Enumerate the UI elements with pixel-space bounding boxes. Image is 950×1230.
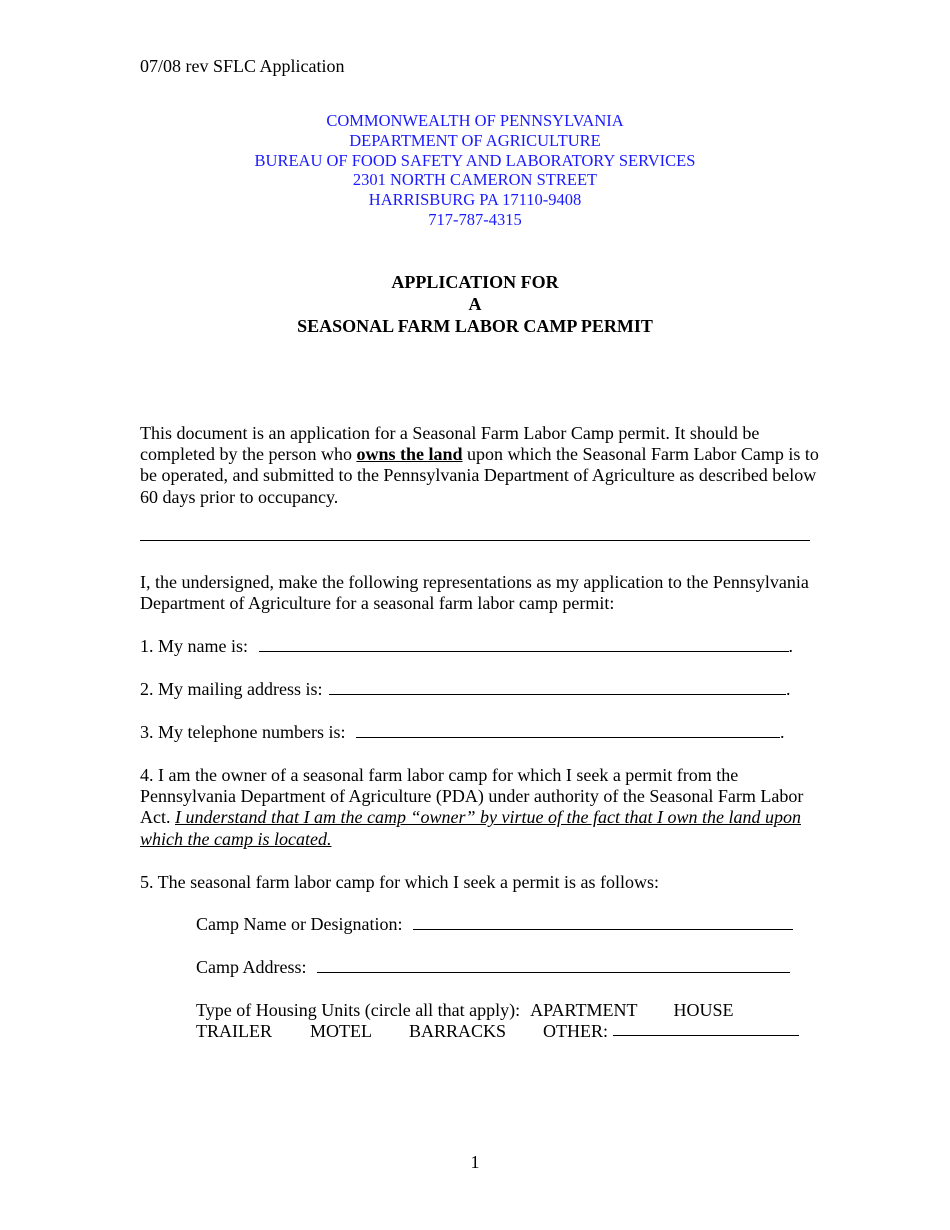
- agency-line-bureau: BUREAU OF FOOD SAFETY AND LABORATORY SERVICES: [254, 150, 696, 170]
- title-line-1: APPLICATION FOR: [391, 272, 559, 292]
- housing-other-field[interactable]: [613, 1021, 799, 1036]
- mailing-address-period: .: [786, 679, 791, 699]
- camp-name-label: Camp Name or Designation:: [196, 914, 403, 934]
- agency-address-block: [0, 111, 950, 230]
- name-period: .: [788, 636, 793, 656]
- title-line-2: A: [468, 293, 482, 314]
- housing-option-trailer[interactable]: TRAILER: [196, 1021, 272, 1041]
- housing-type-item: [196, 1000, 799, 1042]
- housing-row-1: [196, 1000, 799, 1021]
- telephone-label: 3. My telephone numbers is:: [140, 722, 346, 742]
- title-line-3: SEASONAL FARM LABOR CAMP PERMIT: [297, 315, 653, 336]
- intro-emphasis: owns the land: [356, 444, 463, 465]
- undersigned-paragraph: I, the undersigned, make the following representations as my application to the Pennsylvania Department of Agriculture for a seasonal farm labor camp permit:: [140, 572, 809, 614]
- telephone-item: [140, 722, 784, 743]
- telephone-field[interactable]: [356, 723, 780, 738]
- housing-option-apartment[interactable]: APARTMENT: [530, 1000, 638, 1020]
- mailing-address-label: 2. My mailing address is:: [140, 679, 323, 699]
- housing-option-house[interactable]: HOUSE: [673, 1000, 734, 1020]
- agency-line-phone: 717-787-4315: [428, 209, 522, 229]
- intro-paragraph: [140, 423, 820, 508]
- agency-line-city: HARRISBURG PA 17110-9408: [368, 190, 582, 210]
- camp-address-item: [196, 957, 790, 978]
- housing-option-other[interactable]: OTHER:: [543, 1021, 609, 1041]
- agency-line-street: 2301 NORTH CAMERON STREET: [352, 170, 598, 190]
- name-field[interactable]: [259, 637, 789, 652]
- intro-text-1: This document is an application for a Seasonal Farm Labor Camp permit. It should be completed by the person who: [140, 423, 760, 465]
- revision-label: 07/08 rev SFLC Application: [140, 56, 345, 76]
- housing-type-label: Type of Housing Units (circle all that apply):: [196, 1000, 521, 1020]
- name-label: 1. My name is:: [140, 636, 248, 656]
- housing-row-2: [196, 1021, 799, 1042]
- owner-text: 4. I am the owner of a seasonal farm labor camp for which I seek a permit from the Pennsylvania Department of Agriculture (PDA) under authority of the Seasonal Farm Labor Act.: [140, 765, 804, 828]
- camp-address-label: Camp Address:: [196, 957, 307, 977]
- agency-line-department: DEPARTMENT OF AGRICULTURE: [349, 130, 601, 150]
- section-divider: [140, 540, 810, 541]
- owner-emphasis: I understand that I am the camp “owner” by virtue of the fact that I own the land upon which the camp is located.: [140, 807, 801, 849]
- owner-statement: [140, 765, 810, 850]
- telephone-period: .: [779, 722, 785, 742]
- camp-name-field[interactable]: [413, 915, 793, 930]
- camp-address-field[interactable]: [317, 958, 790, 973]
- housing-option-motel[interactable]: MOTEL: [310, 1021, 372, 1041]
- name-item: [140, 636, 793, 657]
- mailing-address-item: [140, 679, 791, 700]
- page-number: 1: [470, 1152, 480, 1172]
- camp-name-item: [196, 914, 793, 935]
- mailing-address-field[interactable]: [329, 680, 786, 695]
- document-title: [0, 272, 950, 337]
- agency-line-commonwealth: COMMONWEALTH OF PENNSYLVANIA: [326, 111, 624, 130]
- housing-option-barracks[interactable]: BARRACKS: [409, 1021, 507, 1041]
- intro-text-2: upon which the Seasonal Farm Labor Camp is to be operated, and submitted to the Pennsylvania Department of Agriculture as described below 60 days prior to occupancy.: [140, 444, 819, 507]
- camp-intro: 5. The seasonal farm labor camp for which I seek a permit is as follows:: [140, 872, 660, 892]
